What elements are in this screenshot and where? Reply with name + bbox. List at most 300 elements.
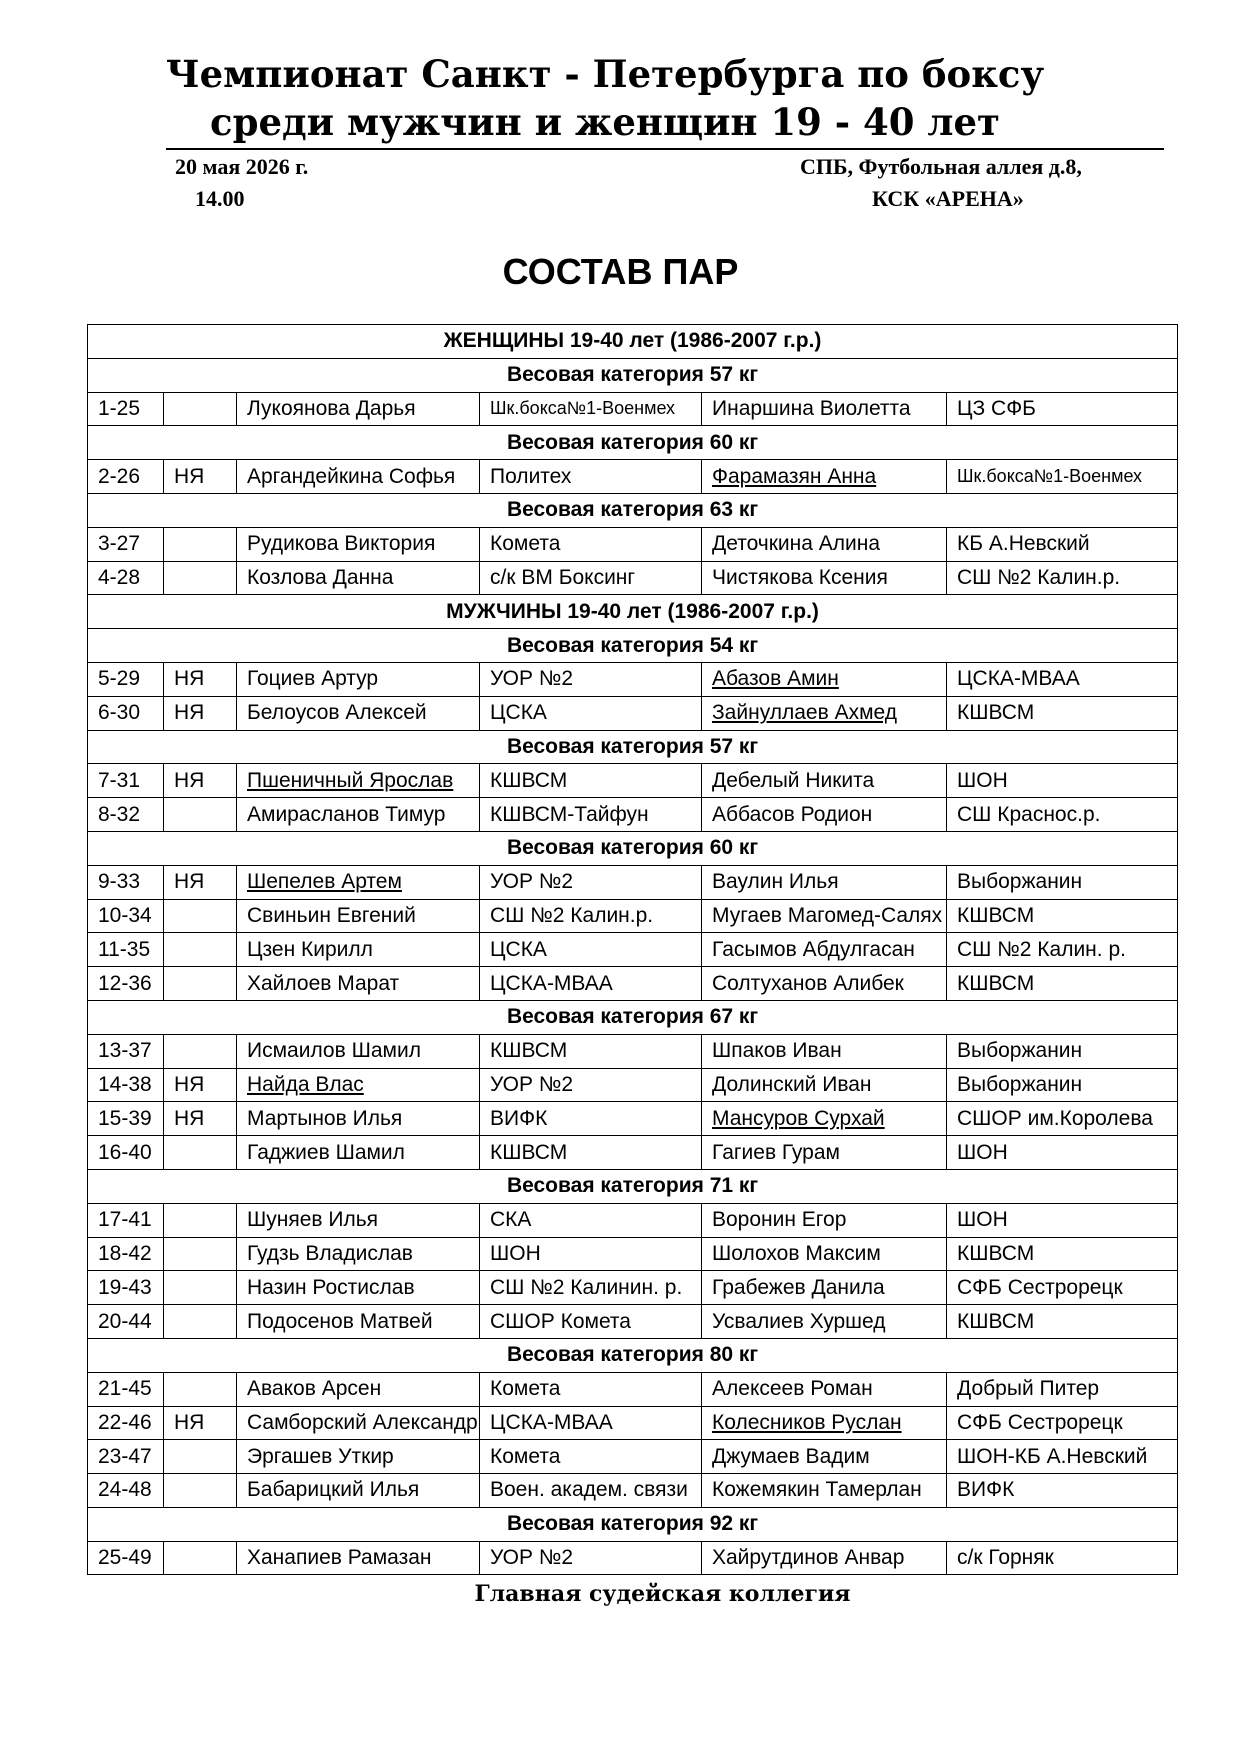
boxer-2-club-cell [947, 1440, 1178, 1474]
boxer-2-name-cell [702, 1237, 947, 1271]
bout-number-cell [88, 1305, 164, 1339]
boxer-1-club-cell [480, 1203, 702, 1237]
boxer-2-name: Фарамазян Анна [712, 464, 877, 488]
boxer-2-name-cell [702, 899, 947, 933]
boxer-1-club-cell [480, 662, 702, 696]
pair-row [88, 1102, 1178, 1136]
bout-number-cell [88, 1372, 164, 1406]
bout-number: 11-35 [98, 937, 151, 961]
boxer-1-club: КШВСМ [490, 1140, 568, 1164]
section-header-row [88, 1000, 1178, 1034]
pair-row [88, 1474, 1178, 1508]
boxer-1-name: Шепелев Артем [247, 870, 402, 894]
boxer-1-club-cell [480, 1237, 702, 1271]
bout-number-cell [88, 1034, 164, 1068]
boxer-2-club-cell [947, 1271, 1178, 1305]
boxer-1-name: Мартынов Илья [247, 1106, 403, 1130]
boxer-2-name-cell [702, 392, 947, 426]
title-line-2: среди мужчин и женщин 19 - 40 лет [210, 100, 1000, 144]
boxer-1-club-cell [480, 561, 702, 595]
boxer-1-name-cell [237, 696, 480, 730]
boxer-2-club-cell [947, 392, 1178, 426]
boxer-1-name-cell [237, 527, 480, 561]
boxer-2-name-cell [702, 1372, 947, 1406]
status-mark-cell [164, 1136, 237, 1170]
pair-row [88, 798, 1178, 832]
boxer-2-name: Абазов Амин [712, 667, 839, 691]
bout-number: 9-33 [98, 870, 141, 894]
bout-number-cell [88, 561, 164, 595]
section-title: Весовая категория 71 кг [88, 1169, 1178, 1203]
section-title: Весовая категория 92 кг [88, 1507, 1178, 1541]
boxer-1-name-cell [237, 460, 480, 494]
boxer-1-name: Ханапиев Рамазан [247, 1546, 432, 1570]
boxer-1-name-cell [237, 1372, 480, 1406]
pair-row [88, 1203, 1178, 1237]
boxer-1-name-cell [237, 662, 480, 696]
boxer-2-name: Чистякова Ксения [712, 565, 888, 589]
boxer-1-name-cell [237, 865, 480, 899]
boxer-2-club-cell [947, 527, 1178, 561]
status-mark-cell [164, 1102, 237, 1136]
bout-number-cell [88, 1068, 164, 1102]
boxer-2-club-cell [947, 1102, 1178, 1136]
boxer-2-club: КШВСМ [957, 971, 1035, 995]
boxer-1-club-cell [480, 967, 702, 1001]
boxer-1-club-cell [480, 1068, 702, 1102]
boxer-2-name-cell [702, 696, 947, 730]
boxer-1-name: Рудикова Виктория [247, 532, 436, 556]
status-mark-cell [164, 561, 237, 595]
boxer-1-name: Исмаилов Шамил [247, 1039, 421, 1063]
pair-row [88, 561, 1178, 595]
document-title [160, 50, 1050, 146]
bout-number-cell [88, 967, 164, 1001]
boxer-2-name-cell [702, 1271, 947, 1305]
boxer-2-club: ШОН [957, 1140, 1008, 1164]
bout-number: 22-46 [98, 1410, 152, 1434]
status-mark: НЯ [174, 667, 205, 691]
boxer-2-club-cell [947, 1406, 1178, 1440]
boxer-1-club: СШ №2 Калинин. р. [490, 1275, 683, 1299]
boxer-2-club: Выборжанин [957, 1039, 1083, 1063]
boxer-2-club: КБ А.Невский [957, 532, 1090, 556]
status-mark: НЯ [174, 464, 205, 488]
pairs-table-body [88, 325, 1178, 1575]
boxer-2-club-cell [947, 662, 1178, 696]
pair-row [88, 1068, 1178, 1102]
pair-row [88, 1305, 1178, 1339]
boxer-2-name: Гагиев Гурам [712, 1140, 840, 1164]
boxer-1-club-cell [480, 1406, 702, 1440]
boxer-2-club-cell [947, 1305, 1178, 1339]
boxer-2-name-cell [702, 460, 947, 494]
boxer-2-name-cell [702, 1474, 947, 1508]
boxer-2-club: СШОР им.Королева [957, 1106, 1153, 1130]
bout-number: 18-42 [98, 1241, 152, 1265]
boxer-1-name: Пшеничный Ярослав [247, 768, 454, 792]
pair-row [88, 1237, 1178, 1271]
boxer-2-name: Мугаев Магомед-Салях [712, 903, 943, 927]
boxer-1-name: Гаджиев Шамил [247, 1140, 405, 1164]
status-mark-cell [164, 933, 237, 967]
boxer-2-name: Долинский Иван [712, 1072, 872, 1096]
boxer-1-club: Шк.бокса№1-Военмех [490, 398, 676, 419]
section-header-row [88, 493, 1178, 527]
bout-number: 25-49 [98, 1546, 152, 1570]
status-mark-cell [164, 1271, 237, 1305]
boxer-1-name: Хайлоев Марат [247, 971, 400, 995]
boxer-2-club-cell [947, 865, 1178, 899]
boxer-1-club-cell [480, 1136, 702, 1170]
bout-number: 16-40 [98, 1140, 152, 1164]
boxer-1-name-cell [237, 1406, 480, 1440]
bout-number: 14-38 [98, 1072, 152, 1096]
boxer-2-club-cell [947, 933, 1178, 967]
bout-number-cell [88, 1102, 164, 1136]
boxer-2-club: СШ №2 Калин. р. [957, 937, 1126, 961]
boxer-1-club-cell [480, 1102, 702, 1136]
pair-row [88, 967, 1178, 1001]
section-header-row [88, 595, 1178, 629]
boxer-2-name-cell [702, 764, 947, 798]
boxer-1-name: Самборский Александр [247, 1410, 478, 1434]
event-time: 14.00 [195, 186, 245, 211]
boxer-2-club: Шк.бокса№1-Военмех [957, 466, 1143, 487]
bout-number: 20-44 [98, 1309, 152, 1333]
boxer-2-name-cell [702, 967, 947, 1001]
boxer-1-club: КШВСМ [490, 768, 568, 792]
boxer-1-name-cell [237, 1034, 480, 1068]
boxer-2-name: Деточкина Алина [712, 532, 881, 556]
section-title: Весовая категория 57 кг [88, 358, 1178, 392]
boxer-1-club: Воен. академ. связи [490, 1478, 688, 1502]
boxer-2-club: СФБ Сестрорецк [957, 1410, 1123, 1434]
boxer-2-club-cell [947, 696, 1178, 730]
bout-number: 8-32 [98, 802, 141, 826]
boxer-1-name-cell [237, 933, 480, 967]
boxer-2-name: Ваулин Илья [712, 870, 839, 894]
boxer-2-name-cell [702, 1440, 947, 1474]
status-mark-cell [164, 460, 237, 494]
status-mark-cell [164, 865, 237, 899]
boxer-1-name-cell [237, 1474, 480, 1508]
status-mark-cell [164, 1440, 237, 1474]
signature-line: Главная судейская коллегия [474, 1581, 851, 1607]
boxer-1-club-cell [480, 460, 702, 494]
boxer-2-club: ЦСКА-МВАА [957, 667, 1080, 691]
bout-number-cell [88, 460, 164, 494]
status-mark-cell [164, 1034, 237, 1068]
boxer-1-name-cell [237, 561, 480, 595]
boxer-2-name-cell [702, 1136, 947, 1170]
boxer-2-club-cell [947, 899, 1178, 933]
section-header-row [88, 1338, 1178, 1372]
boxer-1-name-cell [237, 1203, 480, 1237]
boxer-1-club: СКА [490, 1208, 532, 1232]
section-title: Весовая категория 54 кг [88, 629, 1178, 663]
section-header-row [88, 1507, 1178, 1541]
section-title: Весовая категория 63 кг [88, 493, 1178, 527]
pair-row [88, 392, 1178, 426]
boxer-2-name: Алексеев Роман [712, 1377, 873, 1401]
boxer-1-club: ЦСКА [490, 937, 547, 961]
boxer-1-club: УОР №2 [490, 667, 574, 691]
boxer-2-name: Хайрутдинов Анвар [712, 1546, 905, 1570]
pair-row [88, 527, 1178, 561]
boxer-1-name: Подосенов Матвей [247, 1309, 433, 1333]
boxer-1-name: Свиньин Евгений [247, 903, 416, 927]
boxer-1-club: ЦСКА [490, 701, 547, 725]
boxer-2-name: Зайнуллаев Ахмед [712, 701, 898, 725]
pair-row [88, 1136, 1178, 1170]
boxer-2-club: Добрый Питер [957, 1377, 1100, 1401]
boxer-1-club: УОР №2 [490, 1072, 574, 1096]
boxer-2-club-cell [947, 1136, 1178, 1170]
boxer-2-club: КШВСМ [957, 701, 1035, 725]
boxer-2-name: Аббасов Родион [712, 802, 873, 826]
bout-number: 13-37 [98, 1039, 152, 1063]
boxer-2-name-cell [702, 865, 947, 899]
bout-number-cell [88, 764, 164, 798]
bout-number: 24-48 [98, 1478, 152, 1502]
bout-number-cell [88, 662, 164, 696]
boxer-2-club: ШОН [957, 1208, 1008, 1232]
boxer-1-name: Амирасланов Тимур [247, 802, 446, 826]
boxer-1-name: Аваков Арсен [247, 1377, 382, 1401]
boxer-1-club-cell [480, 865, 702, 899]
boxer-1-name: Аргандейкина Софья [247, 464, 456, 488]
boxer-1-name-cell [237, 1136, 480, 1170]
title-divider [166, 148, 1164, 150]
bout-number-cell [88, 1474, 164, 1508]
boxer-1-name: Назин Ростислав [247, 1275, 415, 1299]
status-mark-cell [164, 967, 237, 1001]
boxer-1-name-cell [237, 392, 480, 426]
section-header-row [88, 730, 1178, 764]
boxer-2-club: СФБ Сестрорецк [957, 1275, 1123, 1299]
page-heading: СОСТАВ ПАР [502, 251, 739, 292]
boxer-1-club: ЦСКА-МВАА [490, 1410, 613, 1434]
boxer-1-name-cell [237, 1305, 480, 1339]
boxer-1-club-cell [480, 1474, 702, 1508]
boxer-2-name-cell [702, 1102, 947, 1136]
boxer-2-club: СШ №2 Калин.р. [957, 565, 1121, 589]
boxer-1-club: УОР №2 [490, 1546, 574, 1570]
event-address: СПБ, Футбольная аллея д.8, [800, 154, 1082, 179]
pair-row [88, 933, 1178, 967]
boxer-1-club: КШВСМ-Тайфун [490, 802, 649, 826]
pair-row [88, 1372, 1178, 1406]
boxer-1-name: Найда Влас [247, 1072, 364, 1096]
boxer-1-club: СШ №2 Калин.р. [490, 903, 654, 927]
pair-row [88, 1034, 1178, 1068]
section-title: Весовая категория 60 кг [88, 426, 1178, 460]
section-title: Весовая категория 67 кг [88, 1000, 1178, 1034]
bout-number: 10-34 [98, 903, 152, 927]
boxer-2-club: с/к Горняк [957, 1546, 1054, 1570]
status-mark: НЯ [174, 870, 205, 894]
boxer-2-name-cell [702, 1406, 947, 1440]
status-mark-cell [164, 798, 237, 832]
status-mark-cell [164, 1203, 237, 1237]
section-title: Весовая категория 57 кг [88, 730, 1178, 764]
boxer-1-name: Гудзь Владислав [247, 1241, 413, 1265]
boxer-1-club: Политех [490, 464, 572, 488]
boxer-2-name-cell [702, 527, 947, 561]
bout-number: 5-29 [98, 667, 141, 691]
pair-row [88, 1271, 1178, 1305]
boxer-2-name: Солтуханов Алибек [712, 971, 904, 995]
bout-number: 1-25 [98, 396, 141, 420]
boxer-1-name: Шуняев Илья [247, 1208, 379, 1232]
boxer-2-name-cell [702, 1541, 947, 1575]
boxer-1-club-cell [480, 798, 702, 832]
boxer-1-club: Комета [490, 532, 561, 556]
status-mark-cell [164, 1474, 237, 1508]
boxer-1-club-cell [480, 1034, 702, 1068]
boxer-2-club-cell [947, 798, 1178, 832]
bout-number: 21-45 [98, 1377, 152, 1401]
boxer-1-club-cell [480, 1305, 702, 1339]
boxer-2-club-cell [947, 764, 1178, 798]
bout-number-cell [88, 1541, 164, 1575]
boxer-1-club-cell [480, 1271, 702, 1305]
pair-row [88, 1541, 1178, 1575]
boxer-2-club: КШВСМ [957, 903, 1035, 927]
section-title: Весовая категория 60 кг [88, 831, 1178, 865]
bout-number-cell [88, 1203, 164, 1237]
pair-row [88, 865, 1178, 899]
bout-number: 15-39 [98, 1106, 152, 1130]
boxer-1-name-cell [237, 1541, 480, 1575]
boxer-1-name: Белоусов Алексей [247, 701, 427, 725]
pair-row [88, 696, 1178, 730]
boxer-1-name: Лукоянова Дарья [247, 396, 416, 420]
section-header-row [88, 831, 1178, 865]
boxer-1-club: ВИФК [490, 1106, 548, 1130]
status-mark-cell [164, 527, 237, 561]
boxer-1-club: Комета [490, 1377, 561, 1401]
bout-number: 4-28 [98, 565, 141, 589]
status-mark-cell [164, 1237, 237, 1271]
title-line-1: Чемпионат Санкт - Петербурга по боксу [165, 52, 1045, 96]
pair-row [88, 460, 1178, 494]
bout-number-cell [88, 527, 164, 561]
boxer-2-name-cell [702, 1305, 947, 1339]
boxer-1-name-cell [237, 798, 480, 832]
boxer-1-club-cell [480, 933, 702, 967]
pair-row [88, 1440, 1178, 1474]
bout-number: 7-31 [98, 768, 141, 792]
boxer-1-club-cell [480, 1372, 702, 1406]
boxer-2-club-cell [947, 460, 1178, 494]
status-mark-cell [164, 1541, 237, 1575]
bout-number: 6-30 [98, 701, 141, 725]
boxer-1-name-cell [237, 1237, 480, 1271]
boxer-2-club: Выборжанин [957, 870, 1083, 894]
boxer-2-name-cell [702, 1203, 947, 1237]
status-mark-cell [164, 662, 237, 696]
status-mark-cell [164, 899, 237, 933]
boxer-1-club-cell [480, 764, 702, 798]
bout-number-cell [88, 798, 164, 832]
status-mark: НЯ [174, 768, 205, 792]
bout-number-cell [88, 933, 164, 967]
boxer-2-name-cell [702, 798, 947, 832]
status-mark-cell [164, 764, 237, 798]
boxer-1-club-cell [480, 527, 702, 561]
boxer-2-club-cell [947, 967, 1178, 1001]
event-date: 20 мая 2026 г. [175, 154, 309, 179]
bout-number-cell [88, 899, 164, 933]
boxer-2-name: Шпаков Иван [712, 1039, 842, 1063]
boxer-1-name-cell [237, 1102, 480, 1136]
bout-number: 12-36 [98, 971, 152, 995]
boxer-2-club-cell [947, 1034, 1178, 1068]
boxer-1-club-cell [480, 899, 702, 933]
boxer-2-club: КШВСМ [957, 1309, 1035, 1333]
boxer-2-name-cell [702, 662, 947, 696]
section-title: Весовая категория 80 кг [88, 1338, 1178, 1372]
boxer-2-club: Выборжанин [957, 1072, 1083, 1096]
bout-number: 3-27 [98, 532, 141, 556]
boxer-2-club: ШОН [957, 768, 1008, 792]
boxer-2-name: Кожемякин Тамерлан [712, 1478, 922, 1502]
section-header-row [88, 325, 1178, 359]
boxer-1-name: Бабарицкий Илья [247, 1478, 420, 1502]
boxer-2-name: Грабежев Данила [712, 1275, 885, 1299]
section-header-row [88, 629, 1178, 663]
status-mark-cell [164, 1305, 237, 1339]
status-mark-cell [164, 1406, 237, 1440]
boxer-1-name: Гоциев Артур [247, 667, 379, 691]
bout-number-cell [88, 696, 164, 730]
boxer-2-name-cell [702, 561, 947, 595]
boxer-1-name-cell [237, 764, 480, 798]
boxer-2-club: СШ Краснос.р. [957, 802, 1101, 826]
pairs-table [87, 324, 1178, 1575]
section-title: МУЖЧИНЫ 19-40 лет (1986-2007 г.р.) [88, 595, 1178, 629]
boxer-1-club-cell [480, 392, 702, 426]
boxer-2-name: Колесников Руслан [712, 1410, 902, 1434]
boxer-1-club: с/к ВМ Боксинг [490, 565, 636, 589]
pair-row [88, 764, 1178, 798]
boxer-2-name: Инаршина Виолетта [712, 396, 911, 420]
boxer-1-name-cell [237, 1068, 480, 1102]
bout-number: 23-47 [98, 1444, 152, 1468]
boxer-1-club: Комета [490, 1444, 561, 1468]
boxer-1-club: УОР №2 [490, 870, 574, 894]
status-mark-cell [164, 392, 237, 426]
boxer-2-club-cell [947, 1068, 1178, 1102]
boxer-2-name: Шолохов Максим [712, 1241, 881, 1265]
boxer-1-club: СШОР Комета [490, 1309, 631, 1333]
boxer-2-club: ЦЗ СФБ [957, 396, 1036, 420]
boxer-1-club-cell [480, 1440, 702, 1474]
pair-row [88, 662, 1178, 696]
boxer-2-name-cell [702, 933, 947, 967]
bout-number-cell [88, 1136, 164, 1170]
boxer-1-club-cell [480, 696, 702, 730]
status-mark-cell [164, 1068, 237, 1102]
status-mark: НЯ [174, 1072, 205, 1096]
pair-row [88, 1406, 1178, 1440]
boxer-2-club-cell [947, 1237, 1178, 1271]
bout-number: 2-26 [98, 464, 141, 488]
boxer-1-name-cell [237, 1440, 480, 1474]
boxer-2-club-cell [947, 1203, 1178, 1237]
